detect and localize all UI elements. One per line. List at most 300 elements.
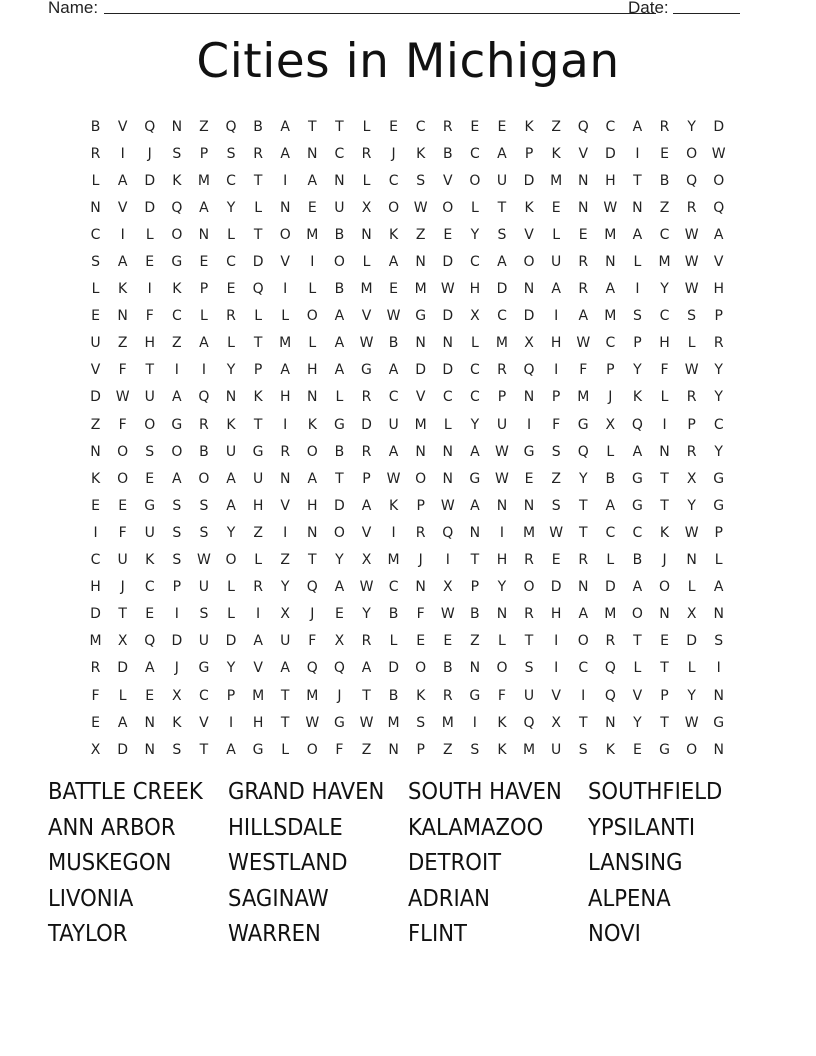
grid-letter: C: [415, 118, 426, 135]
grid-letter: M: [387, 552, 400, 569]
grid-letter: G: [198, 660, 210, 677]
grid-letter: I: [526, 416, 532, 433]
grid-letter: P: [497, 389, 507, 406]
grid-letter: A: [253, 633, 263, 650]
grid-letter: N: [415, 443, 426, 460]
grid-letter: Y: [335, 552, 344, 569]
grid-letter: K: [172, 172, 182, 189]
grid-letter: N: [469, 524, 481, 541]
grid-letter: L: [335, 389, 344, 406]
word-bank-item: LIVONIA: [48, 885, 134, 912]
grid-letter: N: [605, 254, 616, 271]
grid-letter: O: [686, 145, 698, 162]
grid-letter: P: [199, 145, 209, 162]
grid-letter: W: [549, 524, 564, 541]
grid-letter: E: [416, 633, 426, 650]
grid-letter: O: [306, 443, 318, 460]
grid-letter: X: [361, 552, 372, 569]
grid-letter: O: [171, 226, 183, 243]
grid-letter: Z: [551, 118, 561, 135]
grid-letter: X: [686, 470, 697, 487]
grid-letter: Z: [280, 552, 290, 569]
grid-letter: R: [605, 633, 616, 650]
grid-letter: S: [199, 497, 209, 514]
grid-letter: M: [441, 714, 454, 731]
grid-letter: V: [551, 687, 561, 704]
grid-letter: Z: [470, 633, 480, 650]
grid-letter: T: [253, 335, 263, 352]
grid-letter: M: [306, 226, 319, 243]
grid-letter: I: [581, 687, 586, 704]
grid-letter: R: [442, 118, 453, 135]
grid-letter: L: [687, 660, 696, 677]
grid-letter: U: [252, 470, 264, 487]
grid-letter: L: [470, 335, 479, 352]
grid-letter: T: [335, 470, 344, 487]
grid-letter: L: [362, 172, 371, 189]
grid-letter: E: [660, 145, 669, 162]
grid-letter: G: [171, 254, 183, 271]
grid-letter: E: [334, 606, 344, 623]
grid-letter: X: [442, 579, 453, 596]
grid-letter: V: [361, 308, 372, 325]
grid-letter: A: [117, 254, 128, 271]
grid-letter: C: [605, 118, 616, 135]
grid-letter: T: [145, 362, 155, 379]
grid-letter: C: [144, 579, 155, 596]
grid-letter: N: [334, 172, 345, 189]
grid-letter: L: [498, 633, 506, 650]
grid-letter: A: [172, 470, 182, 487]
grid-letter: O: [306, 741, 318, 758]
grid-letter: Y: [633, 714, 642, 731]
grid-letter: Z: [415, 226, 426, 243]
grid-letter: G: [252, 443, 264, 460]
grid-letter: R: [686, 443, 697, 460]
grid-letter: L: [687, 335, 696, 352]
grid-letter: A: [388, 443, 399, 460]
grid-letter: M: [604, 606, 617, 623]
grid-letter: A: [226, 741, 236, 758]
grid-letter: H: [307, 497, 318, 514]
grid-letter: B: [605, 470, 616, 487]
grid-letter: C: [605, 335, 616, 352]
grid-letter: S: [578, 741, 588, 758]
grid-letter: C: [171, 308, 182, 325]
grid-letter: X: [334, 633, 345, 650]
grid-letter: N: [496, 606, 508, 623]
grid-letter: G: [333, 714, 345, 731]
grid-letter: K: [497, 741, 507, 758]
grid-letter: B: [388, 687, 399, 704]
grid-letter: H: [252, 497, 264, 514]
grid-letter: L: [687, 579, 696, 596]
date-blank-line: [673, 13, 740, 14]
grid-letter: A: [470, 443, 480, 460]
grid-letter: C: [388, 389, 399, 406]
grid-letter: Y: [362, 606, 371, 623]
word-bank-item: SOUTH HAVEN: [408, 779, 562, 805]
grid-letter: M: [387, 714, 400, 731]
grid-letter: S: [172, 145, 182, 162]
grid-letter: K: [416, 145, 426, 162]
grid-letter: C: [659, 308, 670, 325]
grid-letter: X: [470, 308, 480, 325]
grid-letter: Y: [497, 579, 507, 596]
grid-letter: M: [414, 416, 427, 433]
grid-letter: A: [388, 362, 399, 379]
grid-letter: O: [469, 172, 481, 189]
grid-letter: O: [144, 416, 156, 433]
grid-letter: R: [524, 552, 534, 569]
grid-letter: G: [469, 687, 481, 704]
grid-letter: A: [199, 199, 209, 216]
grid-letter: N: [632, 199, 643, 216]
grid-letter: A: [117, 172, 128, 189]
grid-letter: C: [469, 254, 480, 271]
grid-letter: U: [496, 416, 508, 433]
grid-letter: S: [551, 443, 561, 460]
grid-letter: M: [604, 308, 617, 325]
grid-letter: M: [252, 687, 265, 704]
grid-letter: E: [199, 254, 209, 271]
grid-letter: Q: [631, 416, 643, 433]
grid-letter: R: [442, 687, 453, 704]
grid-letter: B: [659, 172, 670, 189]
grid-letter: T: [578, 497, 588, 514]
word-bank-item: FLINT: [408, 921, 467, 948]
grid-letter: H: [252, 714, 264, 731]
grid-letter: D: [686, 633, 697, 650]
grid-letter: N: [117, 308, 128, 325]
grid-letter: X: [90, 741, 101, 758]
grid-letter: R: [578, 254, 589, 271]
grid-letter: W: [359, 579, 374, 596]
grid-letter: P: [524, 145, 534, 162]
grid-letter: M: [550, 172, 563, 189]
grid-letter: Q: [306, 579, 318, 596]
grid-letter: Y: [687, 687, 696, 704]
grid-letter: G: [659, 741, 670, 758]
grid-letter: U: [496, 172, 508, 189]
grid-letter: L: [227, 579, 235, 596]
grid-letter: E: [145, 470, 155, 487]
grid-letter: D: [90, 389, 101, 406]
grid-letter: I: [120, 226, 125, 243]
grid-letter: N: [442, 443, 453, 460]
grid-letter: F: [118, 416, 127, 433]
grid-letter: J: [120, 579, 125, 596]
grid-letter: O: [686, 741, 698, 758]
grid-letter: P: [199, 281, 209, 298]
grid-letter: V: [280, 497, 290, 514]
grid-letter: E: [389, 118, 398, 135]
grid-letter: D: [90, 606, 101, 623]
grid-letter: O: [117, 470, 129, 487]
grid-letter: F: [308, 633, 317, 650]
grid-letter: Q: [713, 199, 725, 216]
grid-letter: L: [200, 308, 208, 325]
grid-letter: L: [254, 199, 263, 216]
grid-letter: V: [117, 118, 128, 135]
grid-letter: T: [524, 633, 534, 650]
grid-letter: C: [469, 362, 480, 379]
grid-letter: S: [172, 552, 182, 569]
grid-letter: I: [391, 524, 396, 541]
grid-letter: X: [551, 714, 561, 731]
grid-letter: R: [686, 199, 697, 216]
grid-letter: N: [659, 443, 670, 460]
grid-letter: D: [334, 497, 345, 514]
grid-letter: L: [389, 633, 398, 650]
grid-letter: K: [388, 497, 399, 514]
grid-letter: M: [306, 687, 319, 704]
grid-letter: C: [334, 145, 345, 162]
grid-letter: J: [337, 687, 342, 704]
grid-letter: N: [307, 524, 318, 541]
grid-letter: W: [386, 470, 401, 487]
grid-letter: I: [716, 660, 721, 677]
grid-letter: L: [118, 687, 127, 704]
grid-letter: U: [198, 633, 210, 650]
grid-letter: L: [606, 443, 615, 460]
grid-letter: E: [307, 199, 317, 216]
grid-letter: I: [554, 660, 559, 677]
grid-letter: L: [254, 308, 263, 325]
grid-letter: N: [415, 335, 426, 352]
grid-letter: M: [360, 281, 373, 298]
grid-letter: N: [415, 579, 426, 596]
grid-letter: T: [578, 714, 588, 731]
grid-letter: K: [90, 470, 101, 487]
grid-letter: H: [550, 606, 562, 623]
grid-letter: Q: [144, 633, 156, 650]
grid-letter: U: [144, 389, 155, 406]
grid-letter: B: [470, 606, 480, 623]
grid-letter: A: [334, 335, 345, 352]
grid-letter: Q: [577, 118, 589, 135]
grid-letter: A: [334, 362, 345, 379]
grid-letter: J: [608, 389, 613, 406]
grid-letter: W: [440, 497, 455, 514]
grid-letter: V: [524, 226, 534, 243]
grid-letter: R: [713, 335, 724, 352]
grid-letter: S: [416, 714, 426, 731]
grid-letter: G: [631, 470, 643, 487]
grid-letter: V: [578, 145, 589, 162]
grid-letter: H: [713, 281, 724, 298]
grid-letter: K: [605, 741, 615, 758]
grid-letter: M: [197, 172, 210, 189]
grid-letter: K: [253, 389, 263, 406]
grid-letter: W: [495, 470, 509, 487]
grid-letter: J: [174, 660, 179, 677]
grid-letter: R: [90, 660, 101, 677]
grid-letter: R: [578, 552, 589, 569]
word-bank-item: SAGINAW: [228, 885, 329, 912]
grid-letter: A: [632, 118, 643, 135]
grid-letter: O: [631, 606, 643, 623]
grid-letter: W: [305, 714, 320, 731]
grid-letter: Z: [172, 335, 182, 352]
grid-letter: T: [633, 633, 642, 650]
grid-letter: F: [579, 362, 588, 379]
grid-letter: R: [497, 362, 507, 379]
grid-letter: T: [280, 687, 290, 704]
grid-letter: K: [632, 389, 643, 406]
grid-letter: A: [497, 254, 507, 271]
grid-letter: E: [91, 714, 100, 731]
grid-letter: G: [252, 741, 264, 758]
grid-letter: H: [496, 552, 508, 569]
grid-letter: A: [144, 660, 155, 677]
grid-letter: R: [280, 443, 291, 460]
grid-letter: K: [524, 118, 534, 135]
grid-letter: T: [497, 199, 507, 216]
grid-letter: B: [388, 606, 399, 623]
grid-letter: G: [523, 443, 535, 460]
grid-letter: B: [334, 443, 345, 460]
grid-letter: O: [279, 226, 291, 243]
grid-letter: L: [227, 335, 235, 352]
grid-letter: T: [660, 497, 669, 514]
grid-letter: G: [713, 470, 725, 487]
grid-letter: Q: [604, 687, 616, 704]
grid-letter: Q: [577, 443, 589, 460]
grid-letter: U: [198, 579, 210, 596]
grid-letter: R: [659, 118, 670, 135]
grid-letter: T: [362, 687, 371, 704]
grid-letter: T: [253, 416, 263, 433]
grid-letter: Y: [687, 118, 696, 135]
grid-letter: E: [145, 687, 155, 704]
grid-letter: E: [226, 281, 236, 298]
grid-letter: E: [389, 281, 398, 298]
grid-letter: X: [280, 606, 290, 623]
grid-letter: D: [550, 579, 562, 596]
grid-letter: I: [635, 281, 640, 298]
grid-letter: C: [90, 226, 101, 243]
grid-letter: Q: [144, 118, 156, 135]
grid-letter: N: [469, 660, 481, 677]
grid-letter: O: [388, 199, 400, 216]
grid-letter: X: [172, 687, 182, 704]
grid-letter: F: [118, 524, 127, 541]
grid-letter: O: [415, 660, 427, 677]
grid-letter: X: [361, 199, 372, 216]
grid-letter: M: [523, 741, 536, 758]
grid-letter: I: [554, 308, 559, 325]
grid-letter: Y: [714, 443, 723, 460]
grid-letter: E: [145, 606, 155, 623]
grid-letter: R: [361, 389, 372, 406]
grid-letter: Z: [253, 524, 263, 541]
grid-letter: A: [713, 226, 724, 243]
grid-letter: I: [201, 362, 206, 379]
grid-letter: A: [578, 308, 589, 325]
grid-letter: P: [633, 335, 642, 352]
grid-letter: A: [578, 606, 589, 623]
grid-letter: Z: [659, 199, 670, 216]
grid-letter: N: [144, 714, 155, 731]
grid-letter: S: [470, 741, 480, 758]
grid-letter: T: [660, 660, 669, 677]
grid-letter: Q: [523, 362, 535, 379]
date-label: Date:: [628, 0, 669, 17]
grid-letter: M: [577, 389, 590, 406]
grid-letter: I: [554, 362, 559, 379]
grid-letter: I: [228, 714, 234, 731]
grid-letter: N: [90, 199, 101, 216]
grid-letter: W: [684, 714, 699, 731]
grid-letter: O: [659, 579, 671, 596]
grid-letter: R: [253, 145, 263, 162]
grid-letter: O: [577, 633, 589, 650]
grid-letter: W: [684, 362, 699, 379]
grid-letter: E: [443, 633, 453, 650]
grid-letter: O: [225, 552, 237, 569]
grid-letter: L: [91, 172, 100, 189]
grid-letter: E: [91, 308, 100, 325]
grid-letter: C: [605, 524, 616, 541]
grid-letter: E: [524, 470, 534, 487]
grid-letter: Y: [470, 226, 480, 243]
word-bank-item: DETROIT: [408, 850, 502, 877]
grid-letter: L: [443, 416, 452, 433]
grid-letter: T: [118, 606, 127, 623]
grid-letter: M: [523, 524, 536, 541]
grid-letter: Q: [198, 389, 210, 406]
grid-letter: U: [280, 633, 291, 650]
grid-letter: N: [90, 443, 101, 460]
grid-letter: N: [225, 389, 237, 406]
grid-letter: A: [226, 497, 236, 514]
grid-letter: C: [632, 524, 643, 541]
grid-letter: S: [551, 497, 561, 514]
grid-letter: S: [199, 606, 209, 623]
grid-letter: M: [414, 281, 427, 298]
grid-letter: N: [523, 281, 535, 298]
grid-letter: W: [115, 389, 130, 406]
grid-letter: T: [660, 470, 669, 487]
grid-letter: T: [660, 714, 669, 731]
grid-letter: H: [307, 362, 318, 379]
grid-letter: A: [172, 389, 182, 406]
grid-letter: J: [391, 145, 396, 162]
grid-letter: G: [713, 497, 725, 514]
grid-letter: S: [687, 308, 697, 325]
grid-letter: K: [659, 524, 670, 541]
grid-letter: S: [226, 145, 236, 162]
grid-letter: M: [89, 633, 102, 650]
grid-letter: D: [523, 172, 535, 189]
grid-letter: A: [280, 660, 290, 677]
grid-letter: R: [361, 145, 372, 162]
grid-letter: O: [333, 524, 345, 541]
grid-letter: H: [550, 335, 562, 352]
grid-letter: A: [280, 362, 290, 379]
grid-letter: P: [362, 470, 371, 487]
grid-letter: Q: [686, 172, 698, 189]
grid-letter: D: [252, 254, 264, 271]
grid-letter: C: [659, 226, 670, 243]
word-bank-item: BATTLE CREEK: [48, 779, 203, 805]
grid-letter: V: [199, 714, 209, 731]
grid-letter: E: [91, 497, 100, 514]
grid-letter: H: [279, 389, 291, 406]
grid-letter: S: [714, 633, 724, 650]
grid-letter: B: [334, 226, 345, 243]
